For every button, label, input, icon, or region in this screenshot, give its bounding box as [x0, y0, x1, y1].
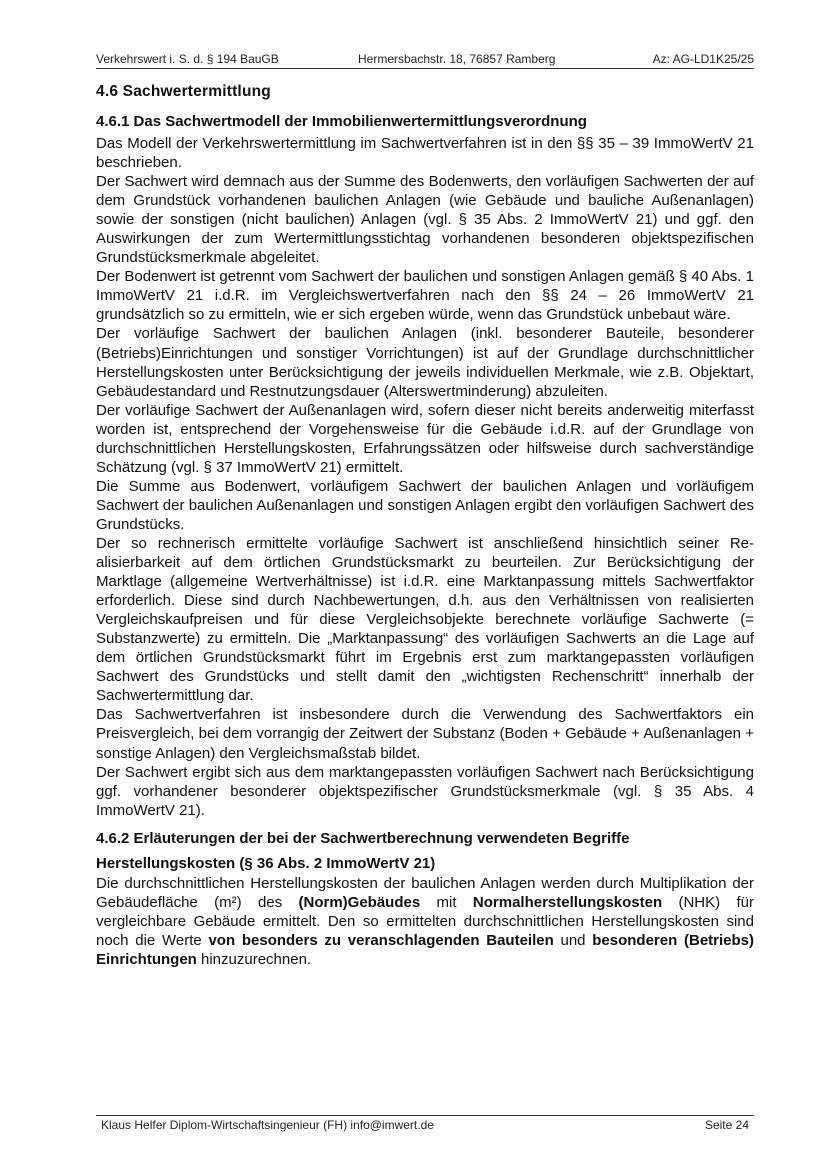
header-file-number: Az: AG-LD1K25/25 — [652, 52, 754, 66]
paragraph: Der Sachwert wird demnach aus der Summe des Bodenwerts, den vorläufigen Sachwerten der auf dem Grundstück vorhandenen baulichen Anlagen (wie Gebäude und bauliche Außenanlagen) sowie der sonstigen (nicht baulichen) Anlagen (vgl. § 35 Abs. 2 ImmoWertV 21) und ggf. den Auswirkungen der zum Wertermittlungsstichtag vorhandenen besonderen objektspezifischen Grundstücksmerkmale abgeleitet. — [96, 173, 754, 267]
bold-term-normgebaeude: (Norm)Gebäudes — [298, 893, 421, 911]
text-run: Die durchschnittlichen Herstellungskosten der baulichen Anlagen werden durch Multiplikation der Gebäudefläche (m²) des — [96, 874, 754, 911]
text-run: und — [553, 931, 593, 949]
bold-term-bauteile: von besonders zu veranschlagenden Bauteilen — [208, 931, 554, 949]
text-run: hinzuzurechnen. — [196, 950, 312, 968]
section-title: 4.6 Sachwertermittlung — [96, 83, 271, 100]
paragraph: Das Sachwertverfahren ist insbesondere durch die Verwendung des Sachwertfaktors ein Preisvergleich, bei dem vorrangig der Zeitwert der Substanz (Boden + Gebäude + Außenanlagen + sonstige Anlagen) den Vergleichsmaßstab bildet. — [96, 706, 754, 762]
subsection-1-body — [96, 134, 754, 820]
page-footer — [101, 1118, 749, 1134]
header-divider — [96, 68, 754, 69]
subsection-1-title: 4.6.1 Das Sachwertmodell der Immobilienwertermittlungsverordnung — [96, 113, 587, 130]
paragraph: Der Bodenwert ist getrennt vom Sachwert der baulichen und sonstigen Anlagen gemäß § 40 Abs. 1 ImmoWertV 21 i.d.R. im Vergleichswertverfahren nach den §§ 24 – 26 ImmoWertV 21 grundsätzlich so zu ermitteln, wie er sich ergeben würde, wenn das Grundstück unbebaut wäre. — [96, 268, 754, 324]
subsection-2-title: 4.6.2 Erläuterungen der bei der Sachwertberechnung verwendeten Begriffe — [96, 829, 630, 847]
page-content — [96, 80, 754, 969]
paragraph: Das Modell der Verkehrswertermittlung im Sachwertverfahren ist in den §§ 35 – 39 ImmoWertV 21 beschrieben. — [96, 135, 754, 172]
text-run: mit — [420, 893, 473, 911]
page-number: Seite 24 — [704, 1118, 749, 1132]
paragraph: Der vorläufige Sachwert der Außenanlagen wird, sofern dieser nicht bereits anderweitig miterfasst worden ist, entsprechend der Vorgehensweise für die Gebäude i.d.R. auf der Grundlage von durchschnittlichen Herstellungskosten, Erfahrungssätzen oder hilfsweise durch sachverständige Schätzung (vgl. § 37 ImmoWertV 21) ermittelt. — [96, 401, 754, 476]
paragraph: Der vorläufige Sachwert der baulichen Anlagen (inkl. besonderer Bauteile, besonderer (Betriebs)Einrichtungen und sonstiger Vorrichtungen) ist auf der Grundlage durchschnittlicher Herstellungskosten unter Berücksichtigung der jeweils individuellen Merkmale, wie z.B. Objektart, Gebäudestandard und Restnutzungsdauer (Alterswertminderung) abzuleiten. — [96, 325, 754, 400]
bold-term-einrichtungen: besonderen (Betriebs) Einrichtungen — [96, 931, 755, 968]
header-left: Verkehrswert i. S. d. § 194 BauGB — [96, 52, 279, 66]
paragraph: Der Sachwert ergibt sich aus dem marktangepassten vorläufigen Sachwert nach Berücksichtigung ggf. vorhandener besonderer objektspezifischer Grundstücksmerkmale (vgl. § 35 Abs. 4 ImmoWertV 21). — [96, 763, 754, 819]
footer-divider — [96, 1115, 754, 1116]
footer-author: Klaus Helfer Diplom-Wirtschaftsingenieur (FH) info@imwert.de — [101, 1118, 434, 1132]
term-heading: Herstellungskosten (§ 36 Abs. 2 ImmoWertV 21) — [96, 854, 436, 872]
paragraph: Die Summe aus Bodenwert, vorläufigem Sachwert der baulichen Anlagen und vorläufigem Sachwert der baulichen Außenanlagen und sonstigen Anlagen ergibt den vorläufigen Sachwert des Grundstücks. — [96, 477, 754, 533]
text-run: (NHK) für vergleichbare Gebäude ermittelt. Den so ermittelten durchschnittlichen Herstellungskosten sind noch die Werte — [96, 893, 755, 949]
bold-term-nhk: Normalherstellungskosten — [472, 893, 663, 911]
header-address: Hermersbachstr. 18, 76857 Ramberg — [358, 52, 556, 66]
paragraph: Der so rechnerisch ermittelte vorläufige Sachwert ist anschließend hinsichtlich seiner Realisierbarkeit auf dem örtlichen Grundstücksmarkt zu beurteilen. Zur Berücksichtigung der Marktlage (allgemeine Wertverhältnisse) ist i.d.R. eine Marktanpassung mittels Sachwertfaktor erforderlich. Diese sind durch Nachbewertungen, d.h. aus den Verhältnissen von realisierten Vergleichskaufpreisen und für diese Vergleichsobjekte berechnete vorläufige Sachwerte (= Substanzwerte) zu ermitteln. Die „Marktanpassung“ des vorläufigen Sachwerts an die Lage auf dem örtlichen Grundstücksmarkt führt im Ergebnis erst zum marktangepassten vorläufigen Sachwert des Grundstücks und stellt damit den „wichtigsten Rechenschritt“ innerhalb der Sachwertermittlung dar. — [96, 534, 754, 705]
herstellungskosten-paragraph — [96, 874, 754, 969]
